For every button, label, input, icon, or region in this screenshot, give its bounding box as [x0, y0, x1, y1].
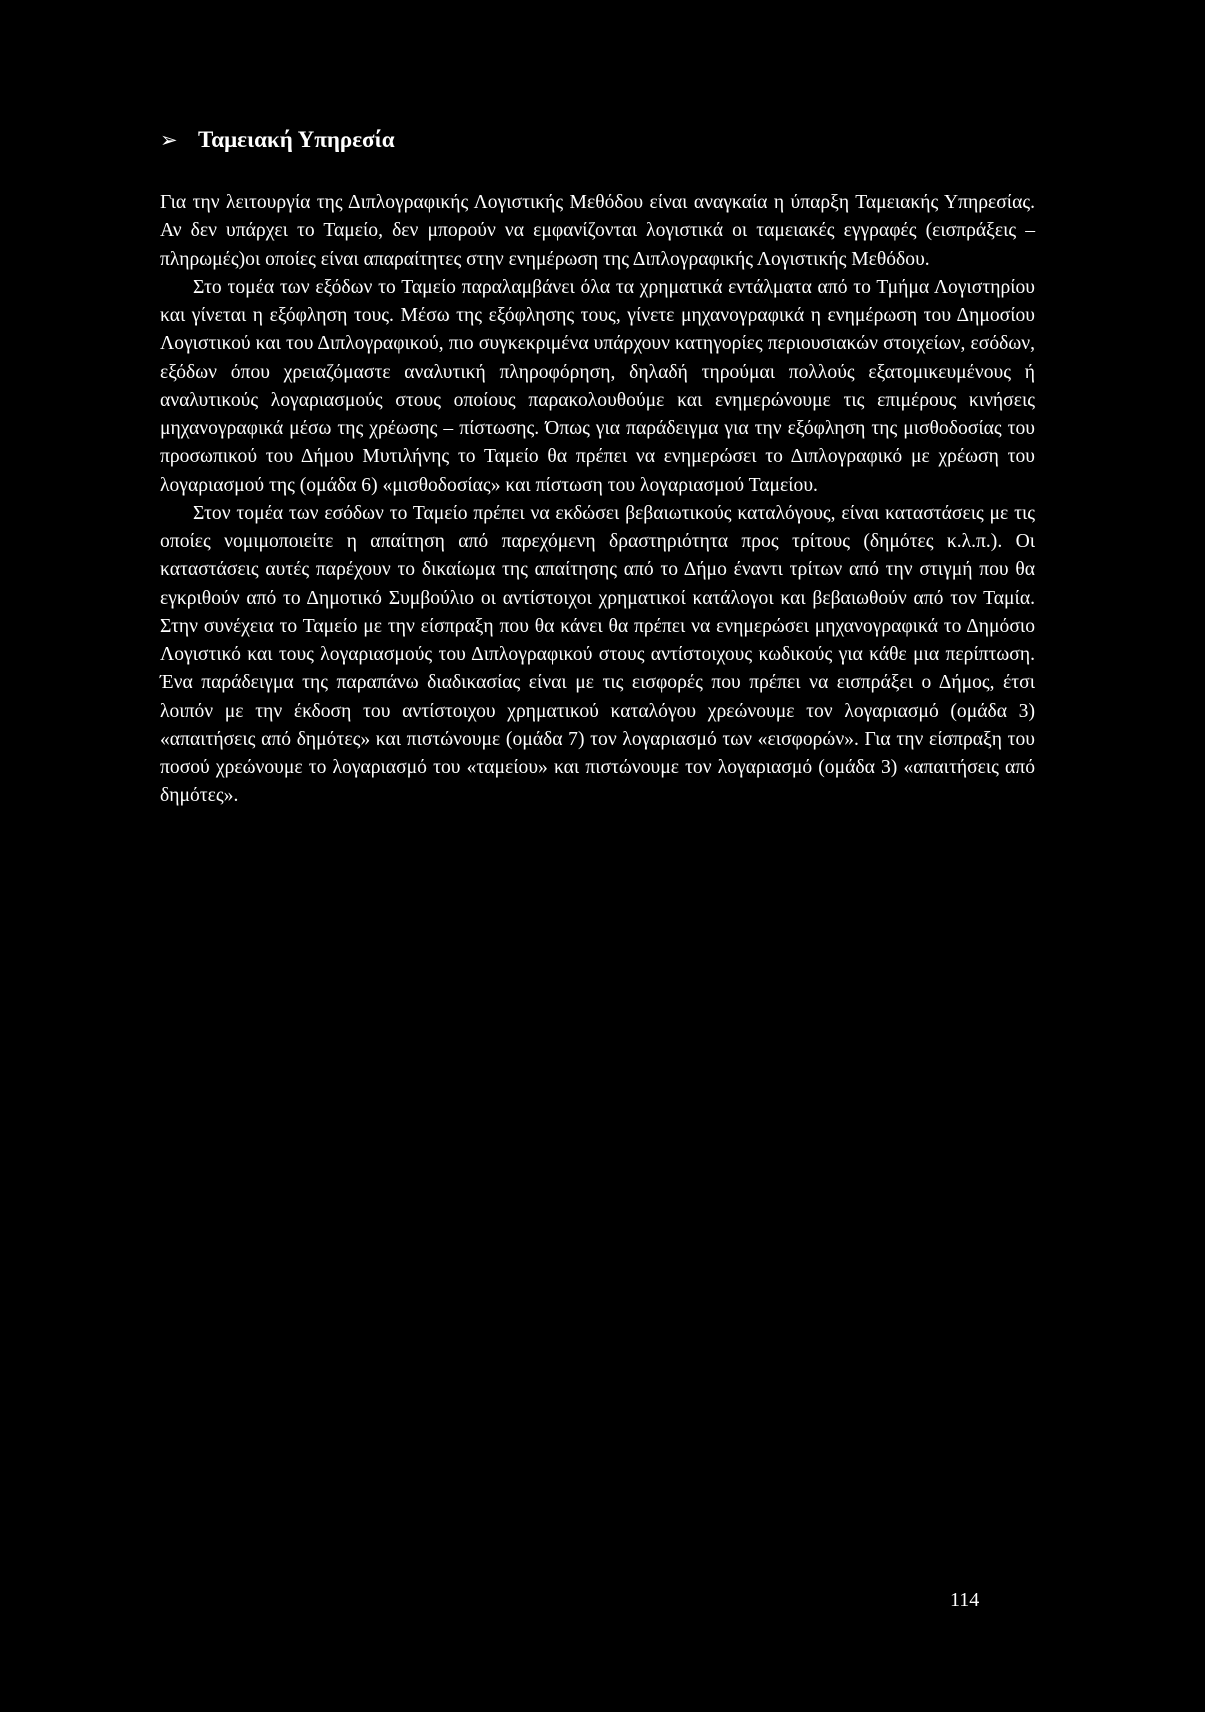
arrow-bullet-icon: ➢: [160, 128, 178, 152]
body-text: [160, 189, 1035, 811]
paragraph-expenses-sector: Στο τομέα των εξόδων το Ταμείο παραλαμβάνει όλα τα χρηματικά εντάλματα από το Τμήμα Λογιστηρίου και γίνεται η εξόφληση τους. Μέσω της εξόφλησης τους, γίνετε μηχανογραφικά η ενημέρωση του Δημοσίου Λογιστικού και του Διπλογραφικού, πιο συγκεκριμένα υπάρχουν κατηγορίες περιουσιακών στοιχείων, εσόδων, εξόδων όπου χρειαζόμαστε αναλυτική πληροφόρηση, δηλαδή τηρούμαι πολλούς εξατομικευμένους ή αναλυτικούς λογαριασμούς στους οποίους παρακολουθούμε και ενημερώνουμε τις επιμέρους κινήσεις μηχανογραφικά μέσω της χρέωσης – πίστωσης. Όπως για παράδειγμα για την εξόφληση της μισθοδοσίας του προσωπικού του Δήμου Μυτιλήνης το Ταμείο θα πρέπει να ενημερώσει το Διπλογραφικό με χρέωση του λογαριασμού της (ομάδα 6) «μισθοδοσίας» και πίστωση του λογαριασμού Ταμείου.: [160, 276, 1035, 496]
paragraph-revenues-sector: Στον τομέα των εσόδων το Ταμείο πρέπει να εκδώσει βεβαιωτικούς καταλόγους, είναι καταστάσεις με τις οποίες νομιμοποιείτε η απαίτηση από παρεχόμενη δραστηριότητα προς τρίτους (δημότες κ.λ.π.). Οι καταστάσεις αυτές παρέχουν το δικαίωμα της απαίτησης από το Δήμο έναντι τρίτων από την στιγμή που θα εγκριθούν από το Δημοτικό Συμβούλιο οι αντίστοιχοι χρηματικοί κατάλογοι και βεβαιωθούν από τον Ταμία. Στην συνέχεια το Ταμείο με την είσπραξη που θα κάνει θα πρέπει να ενημερώσει μηχανογραφικά το Δημόσιο Λογιστικό και τους λογαριασμούς του Διπλογραφικού στους αντίστοιχους κωδικούς για κάθε μια περίπτωση. Ένα παράδειγμα της παραπάνω διαδικασίας είναι με τις εισφορές που πρέπει να εισπράξει ο Δήμος, έτσι λοιπόν με την έκδοση του αντίστοιχου χρηματικού καταλόγου χρεώνουμε τον λογαριασμό (ομάδα 3) «απαιτήσεις από δημότες» και πιστώνουμε (ομάδα 7) τον λογαριασμό των «εισφορών». Για την είσπραξη του ποσού χρεώνουμε το λογαριασμό του «ταμείου» και πιστώνουμε τον λογαριασμό (ομάδα 3) «απαιτήσεις από δημότες».: [160, 502, 1035, 807]
paragraph-cash-service-intro: Για την λειτουργία της Διπλογραφικής Λογιστικής Μεθόδου είναι αναγκαία η ύπαρξη Ταμειακής Υπηρεσίας. Αν δεν υπάρχει το Ταμείο, δεν μπορούν να εμφανίζονται λογιστικά οι ταμειακές εγγραφές (εισπράξεις – πληρωμές)οι οποίες είναι απαραίτητες στην ενημέρωση της Διπλογραφικής Λογιστικής Μεθόδου.: [160, 192, 1035, 270]
section-heading: [160, 124, 395, 156]
section-title: Ταμειακή Υπηρεσία: [198, 127, 395, 152]
page-number: 114: [950, 1589, 980, 1611]
